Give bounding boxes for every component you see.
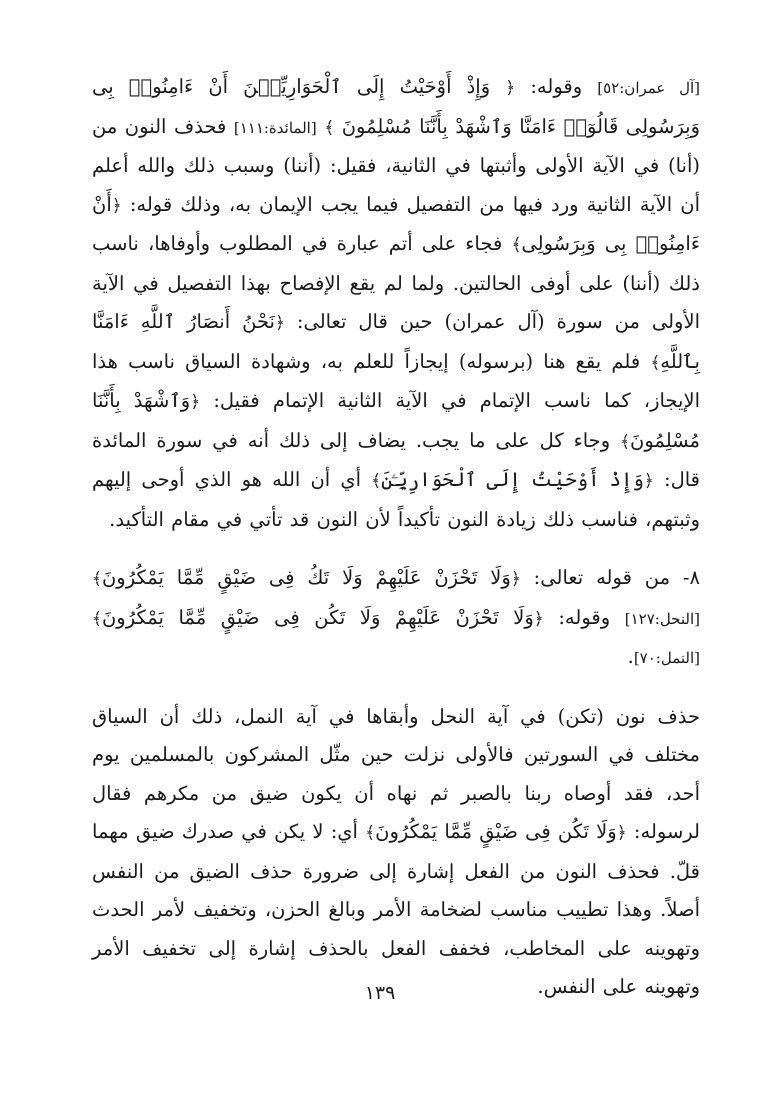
ornate-bracket-open-icon: ﴿ [643,471,654,491]
quran-verse: وَإِذْ أَوْحَيْتُ إِلَى ٱلْحَوَارِيِّـۧنَ أَنْ ءَامِنُوا۟ بِى وَبِرَسُولِى قَالُوٓا۟ ءَامَنَّا وَٱشْهَدْ بِأَنَّنَا مُسْلِمُونَ [92,75,701,138]
quran-reference: [آل عمران:٥٢] [597,79,700,97]
quran-reference: [النمل:٧٠] [633,649,700,667]
body-text: فحذف النون من (أنا) في الآية الأولى وأثبتها في الثانية، فقيل: (أننا) وسبب ذلك والله أعلم أن الآية الثانية ورد فيها من التفصيل فيما يجب الإيمان به، وذلك قوله: [92,114,700,216]
ornate-bracket-close-icon: ﴾ [324,117,335,138]
body-text: . [627,645,634,668]
body-text: وقوله: [515,75,598,98]
ornate-bracket-close-icon: ﴾ [92,608,102,629]
ornate-bracket-close-icon: ﴾ [371,471,382,491]
ornate-bracket-close-icon: ﴾ [365,823,376,843]
ornate-bracket-open-icon: ﴿ [190,392,201,412]
paragraph-2 [92,559,700,678]
ornate-bracket-open-icon: ﴿ [533,608,544,629]
quran-verse: وَإِذْ أَوْحَيْتُ إِلَى ٱلْحَوَارِيِّـۧنَ [381,468,644,491]
quran-reference: [المائدة:١١١] [233,118,317,137]
body-text: أي أن الله هو الذي أوحى إليهم وثبتهم، فناسب ذلك زيادة النون تأكيداً لأن النون قد تأتي في مقام التأكيد. [92,468,700,531]
page-body [92,68,700,1007]
item-heading: ٨- من قوله تعالى: [520,566,700,589]
ornate-bracket-close-icon: ﴾ [650,352,661,373]
body-text: أي: لا يكن في صدرك ضيق مهما قلّ. فحذف النون من الفعل إشارة إلى ضرورة حذف الضيق من النفس أصلاً. وهذا تطييب مناسب لضخامة الأمر وبالغ الحزن، وتخفيف لأمر الحدث وتهوينه على المخاطب، فخفف الفعل بالحذف إشارة إلى تخفيف الأمر وتهوينه على النفس. [92,820,700,998]
ornate-bracket-close-icon: ﴾ [620,431,631,452]
ornate-bracket-open-icon: ﴿ [616,823,627,843]
paragraph-3 [92,698,700,1007]
ornate-bracket-close-icon: ﴾ [92,569,102,589]
paragraph-1 [92,68,700,539]
quran-verse: أَنْ ءَامِنُوا۟ بِى وَبِرَسُولِى [92,192,700,255]
body-text: حذف نون (تكن) في آية النحل وأبقاها في آية النمل، ذلك أن السياق مختلف في السورتين فالأولى نزلت حين مثّل المشركون بالمسلمين يوم أحد، فقد أوصاه ربنا بالصبر ثم نهاه أن يكون ضيق من مكرهم فقال لرسوله: [92,704,701,843]
ornate-bracket-open-icon: ﴿ [274,313,285,333]
body-text: فجاء على أتم عبارة في المطلوب وأوفاها، ناسب ذلك (أننا) على أوفى الحالتين. ولما لم يقع الإفصاح بهذا التفصيل في الآية الأولى من سورة (آل عمران) حين قال تعالى: [92,232,700,333]
quran-reference: [النحل:١٢٧] [624,609,700,628]
quran-verse: نَحْنُ أَنصَارُ ٱللَّهِ ءَامَنَّا بِٱللَّهِ [92,310,700,373]
body-text: فلم يقع هنا (برسوله) إيجازاً للعلم به، وشهادة السياق ناسب هذا الإيجاز، كما ناسب الإتمام في الآية الثانية الإتمام فقيل: [92,349,700,412]
quran-verse: وَٱشْهَدْ بِأَنَّنَا مُسْلِمُونَ [92,389,700,452]
ornate-bracket-open-icon: ﴿ [505,78,516,98]
ornate-bracket-open-icon: ﴿ [510,569,521,589]
body-text: وجاء كل على ما يجب. يضاف إلى ذلك أنه في سورة المائدة قال: [92,428,701,491]
page-number: ١٣٩ [364,982,396,1004]
quran-verse: وَلَا تَكُن فِى ضَيْقٍ مِّمَّا يَمْكُرُونَ [375,820,617,843]
ornate-bracket-close-icon: ﴾ [511,235,522,255]
quran-verse: وَلَا تَحْزَنْ عَلَيْهِمْ وَلَا تَكُ فِى ضَيْقٍ مِّمَّا يَمْكُرُونَ [101,566,511,589]
body-text: وقوله: [543,605,625,629]
ornate-bracket-open-icon: ﴿ [111,195,122,216]
quran-verse: وَلَا تَحْزَنْ عَلَيْهِمْ وَلَا تَكُن فِى ضَيْقٍ مِّمَّا يَمْكُرُونَ [101,605,534,629]
